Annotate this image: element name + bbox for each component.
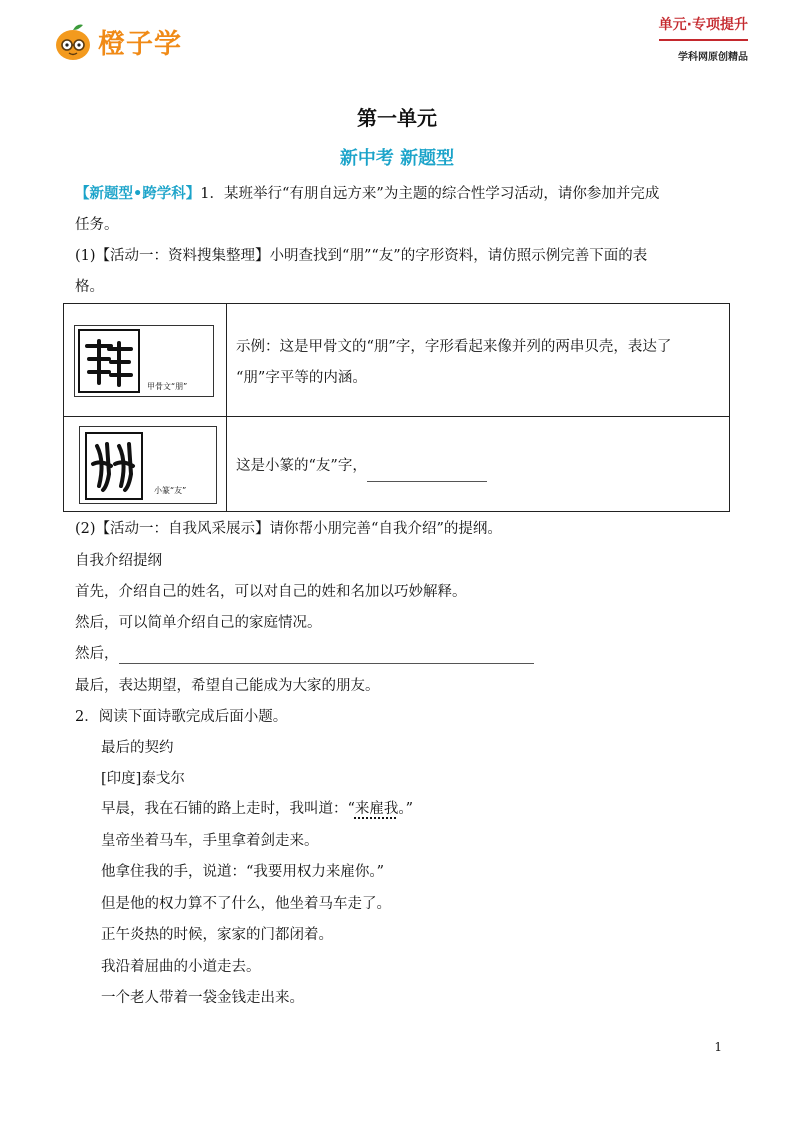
outline-item-3-text: 然后， xyxy=(75,646,119,662)
page-number: 1 xyxy=(714,1040,722,1054)
poem-line-7: 一个老人带着一袋金钱走出来。 xyxy=(101,990,304,1006)
q1-text-1: 1．某班举行“有朋自远方来”为主题的综合性学习活动，请你参加并完成 xyxy=(200,186,660,202)
poem-title: 最后的契约 xyxy=(101,740,174,756)
q1-sub1-line2: 格。 xyxy=(75,279,104,295)
q1-line2: 任务。 xyxy=(75,217,119,233)
row1-example-l1: 示例：这是甲骨文的“朋”字，字形看起来像并列的两串贝壳，表达了 xyxy=(236,339,672,355)
seal-you-caption: 小篆“友” xyxy=(154,486,187,495)
unit-label: 单元·专项提升 xyxy=(659,14,748,41)
logo-text: 橙子学 xyxy=(98,28,182,60)
poem-line-1-emphasis: 来雇我 xyxy=(354,801,399,817)
row2-text: 这是小篆的“友”字， xyxy=(236,458,367,474)
q1-tag: 【新题型•跨学科】 xyxy=(75,186,201,202)
header-right xyxy=(659,14,748,63)
oracle-peng-caption: 甲骨文“朋” xyxy=(147,382,188,391)
q1-sub2: (2)【活动一：自我风采展示】请你帮小朋完善“自我介绍”的提纲。 xyxy=(75,521,502,537)
orange-mascot-icon xyxy=(52,20,94,62)
q1-line1 xyxy=(75,184,659,204)
outline-item-1: 首先，介绍自己的姓名，可以对自己的姓和名加以巧妙解释。 xyxy=(75,584,467,600)
row1-example-l2: “朋”字平等的内涵。 xyxy=(236,370,367,386)
poem-line-1-pre: 早晨，我在石铺的路上走时，我叫道：“ xyxy=(101,801,355,817)
logo xyxy=(52,20,182,62)
poem-line-1 xyxy=(101,799,413,819)
poem-line-2: 皇帝坐着马车，手里拿着剑走来。 xyxy=(101,833,319,849)
poem-line-6: 我沿着屈曲的小道走去。 xyxy=(101,959,261,975)
poem-line-5: 正午炎热的时候，家家的门都闭着。 xyxy=(101,927,333,943)
poem-author: [印度]泰戈尔 xyxy=(101,771,185,787)
seal-you-image xyxy=(79,426,217,504)
glyph-table xyxy=(63,303,730,512)
row2-answer-line xyxy=(236,450,487,482)
oracle-peng-image xyxy=(74,325,214,397)
page-subtitle: 新中考 新题型 xyxy=(339,148,455,169)
poem-line-3: 他拿住我的手，说道：“我要用权力来雇你。” xyxy=(101,864,385,880)
outline-item-2: 然后，可以简单介绍自己的家庭情况。 xyxy=(75,615,322,631)
outline-item-4: 最后，表达期望，希望自己能成为大家的朋友。 xyxy=(75,678,380,694)
seal-you-glyph xyxy=(85,432,143,500)
row2-answer-blank[interactable] xyxy=(367,459,487,482)
poem-line-1-post: 。” xyxy=(398,801,414,817)
q1-sub1-line1: (1)【活动一：资料搜集整理】小明查找到“朋”“友”的字形资料，请仿照示例完善下面的表 xyxy=(75,248,648,264)
outline-title: 自我介绍提纲 xyxy=(75,553,162,569)
oracle-peng-glyph xyxy=(78,329,140,393)
outline-item-3 xyxy=(75,644,534,664)
q2-line: 2．阅读下面诗歌完成后面小题。 xyxy=(75,709,288,725)
page-title: 第一单元 xyxy=(357,106,437,130)
source-label: 学科网原创精品 xyxy=(678,52,748,63)
outline-answer-blank[interactable] xyxy=(119,645,534,664)
poem-line-4: 但是他的权力算不了什么，他坐着马车走了。 xyxy=(101,896,391,912)
